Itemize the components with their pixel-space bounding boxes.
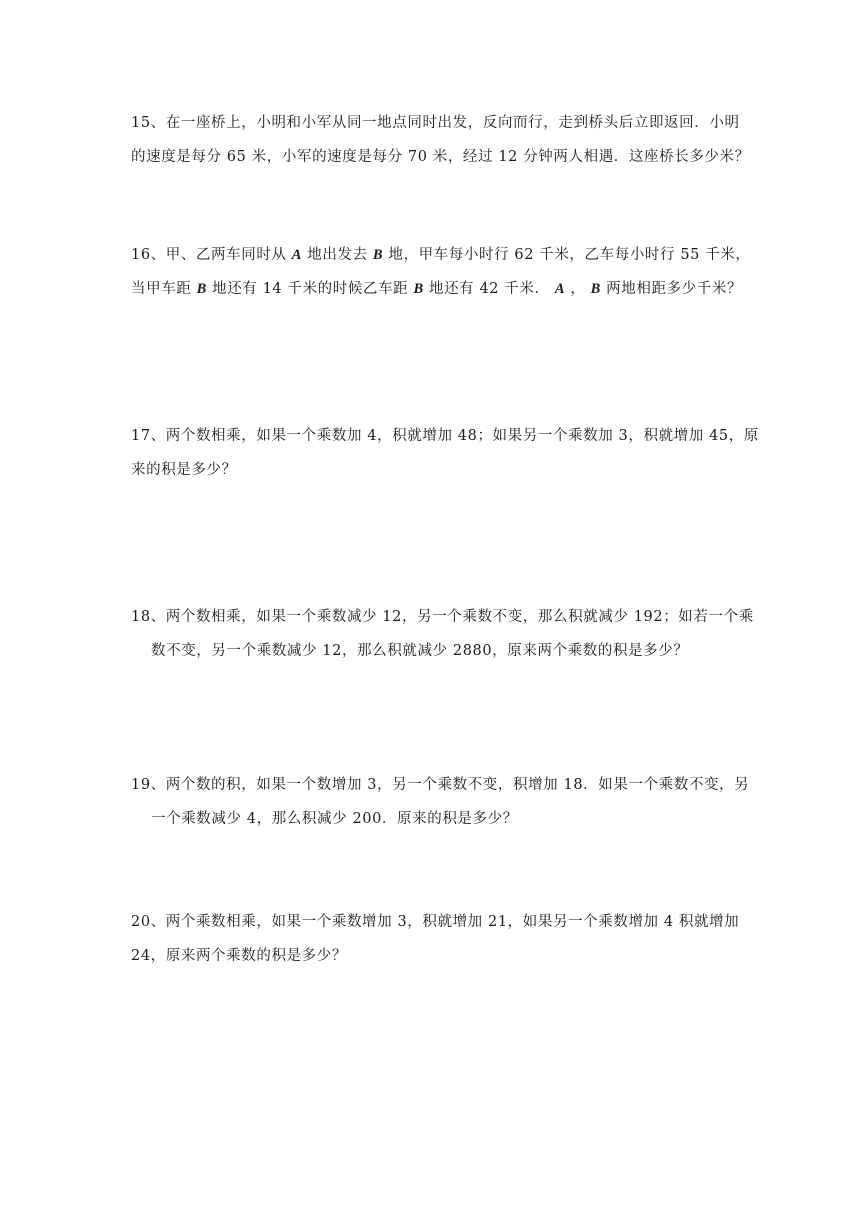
variable-b: B xyxy=(372,247,384,263)
variable-a: A xyxy=(291,247,303,263)
problem-16-line-2-text-d: ， xyxy=(565,281,591,297)
variable-a: A xyxy=(554,281,566,297)
problem-20 xyxy=(131,905,740,973)
variable-b: B xyxy=(590,281,601,297)
problem-16-line-2-text-a: 当甲车距 xyxy=(131,281,197,297)
problem-16-line-1-text-a: 16、甲、乙两车同时从 xyxy=(131,247,292,263)
problem-20-line-2: 24，原来两个乘数的积是多少？ xyxy=(131,948,347,964)
problem-18 xyxy=(131,600,754,668)
problem-16-line-2-text-e: 两地相距多少千米？ xyxy=(600,281,743,297)
variable-b: B xyxy=(413,281,424,297)
problem-16-line-2 xyxy=(131,272,743,306)
problem-16 xyxy=(131,238,751,306)
problem-15-line-1: 15、在一座桥上，小明和小军从同一地点同时出发，反向而行，走到桥头后立即返回．小明 xyxy=(131,115,740,131)
problem-17 xyxy=(131,419,759,487)
problem-19 xyxy=(131,768,750,836)
problem-19-line-1: 19、两个数的积，如果一个数增加 3，另一个乘数不变，积增加 18．如果一个乘数不变，另 xyxy=(131,777,750,793)
problem-16-line-1-text-b: 地出发去 xyxy=(302,247,373,263)
problem-18-line-1: 18、两个数相乘，如果一个乘数减少 12，另一个乘数不变，那么积就减少 192；如若一个乘 xyxy=(131,609,754,625)
problem-17-line-2: 来的积是多少？ xyxy=(131,462,237,478)
problem-15 xyxy=(131,106,750,174)
problem-16-line-1-text-c: 地，甲车每小时行 62 千米，乙车每小时行 55 千米， xyxy=(383,247,751,263)
problem-19-line-2: 一个乘数减少 4，那么积减少 200．原来的积是多少？ xyxy=(151,811,518,827)
problem-15-line-2: 的速度是每分 65 米，小军的速度是每分 70 米，经过 12 分钟两人相遇．这座桥长多少米？ xyxy=(131,149,750,165)
problem-20-line-1: 20、两个乘数相乘，如果一个乘数增加 3，积就增加 21，如果另一个乘数增加 4 积就增加 xyxy=(131,914,740,930)
variable-b: B xyxy=(196,281,207,297)
problem-16-line-2-text-c: 地还有 42 千米． xyxy=(423,281,555,297)
problem-16-line-2-text-b: 地还有 14 千米的时候乙车距 xyxy=(206,281,414,297)
problem-16-line-1 xyxy=(131,238,751,272)
problem-17-line-1: 17、两个数相乘，如果一个乘数加 4，积就增加 48；如果另一个乘数加 3，积就增加 45，原 xyxy=(131,428,759,444)
problem-18-line-2: 数不变，另一个乘数减少 12，那么积就减少 2880，原来两个乘数的积是多少？ xyxy=(151,643,689,659)
